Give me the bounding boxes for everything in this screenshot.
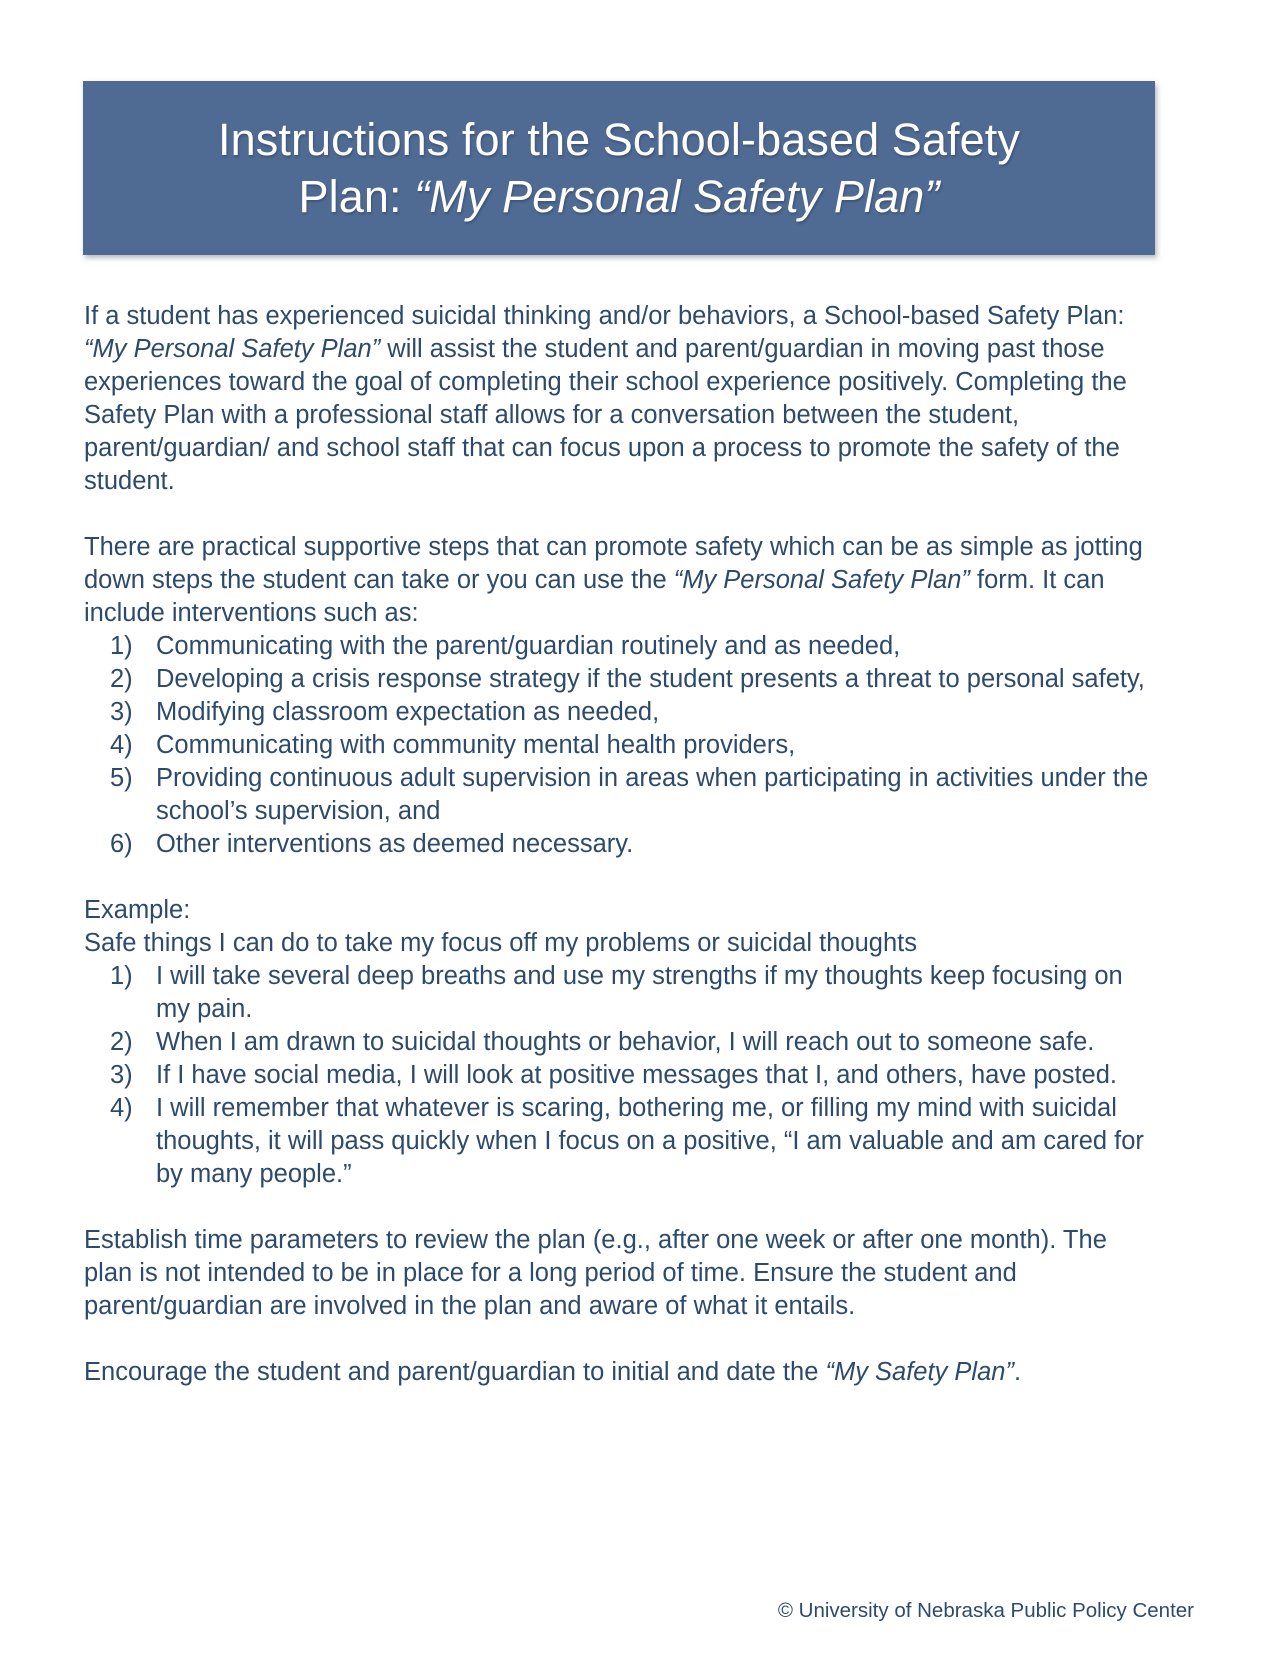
list-item-text: I will remember that whatever is scaring, bothering me, or filling my mind with suicidal thoughts, it will pass quickly when I focus on a positive, “I am valuable and am cared for by many people.” bbox=[156, 1094, 1144, 1188]
paragraph-supportive-part1: There are practical supportive steps that can promote safety which can be as simple as jotting down steps the student can take or you can use the bbox=[84, 533, 1143, 594]
list-marker: 4) bbox=[110, 1094, 133, 1122]
list-item bbox=[84, 828, 1162, 861]
document-body bbox=[84, 300, 1162, 1389]
paragraph-intro-part3: will assist the student and parent/guardian in moving past those experiences toward the goal of completing their school experience positively. Completing the Safety Plan with a professional staff allows for a conversation between the student, parent/guardian/ and school staff that can focus upon a process to promote the safety of the student. bbox=[84, 335, 1127, 495]
list-item bbox=[84, 630, 1162, 663]
example-label: Example: bbox=[84, 896, 191, 924]
list-item-text: Providing continuous adult supervision in areas when participating in activities under the school’s supervision, and bbox=[156, 764, 1149, 825]
list-item-text: Other interventions as deemed necessary. bbox=[156, 830, 634, 858]
list-item-text: Developing a crisis response strategy if the student presents a threat to personal safety, bbox=[156, 665, 1145, 693]
list-item-text: If I have social media, I will look at positive messages that I, and others, have posted. bbox=[156, 1061, 1118, 1089]
list-marker: 1) bbox=[110, 632, 133, 660]
paragraph-encourage-part1: Encourage the student and parent/guardian to initial and date the bbox=[84, 1358, 826, 1386]
paragraph-intro bbox=[84, 300, 1162, 498]
paragraph-spacer-2 bbox=[84, 861, 1162, 894]
list-marker: 1) bbox=[110, 962, 133, 990]
copyright-notice: © University of Nebraska Public Policy Center bbox=[777, 1599, 1194, 1622]
page-footer bbox=[0, 1598, 1280, 1624]
paragraph-supportive-steps bbox=[84, 531, 1162, 630]
paragraph-encourage-italic: “My Safety Plan” bbox=[825, 1358, 1014, 1386]
title-line-2-quoted: “My Personal Safety Plan” bbox=[414, 171, 940, 222]
paragraph-time-parameters: Establish time parameters to review the plan (e.g., after one week or after one month). The plan is not intended to be in place for a long period of time. Ensure the student and parent/guardian are involved in the plan and aware of what it entails. bbox=[84, 1226, 1107, 1320]
paragraph-spacer-1 bbox=[84, 498, 1162, 531]
paragraph-spacer-3 bbox=[84, 1191, 1162, 1224]
list-item bbox=[84, 1059, 1162, 1092]
paragraph-spacer-4 bbox=[84, 1323, 1162, 1356]
list-item-text: Communicating with community mental health providers, bbox=[156, 731, 796, 759]
list-item bbox=[84, 1026, 1162, 1059]
paragraph-supportive-part3: form. It can include interventions such as: bbox=[84, 566, 1105, 627]
list-item-text: Communicating with the parent/guardian routinely and as needed, bbox=[156, 632, 901, 660]
list-item-text: When I am drawn to suicidal thoughts or behavior, I will reach out to someone safe. bbox=[156, 1028, 1095, 1056]
list-marker: 2) bbox=[110, 665, 133, 693]
example-list bbox=[84, 960, 1162, 1191]
list-item-text: I will take several deep breaths and use my strengths if my thoughts keep focusing on my pain. bbox=[156, 962, 1123, 1023]
list-marker: 2) bbox=[110, 1028, 133, 1056]
list-item bbox=[84, 1092, 1162, 1191]
list-item bbox=[84, 960, 1162, 1026]
list-marker: 6) bbox=[110, 830, 133, 858]
list-item bbox=[84, 762, 1162, 828]
list-marker: 4) bbox=[110, 731, 133, 759]
header-banner bbox=[83, 81, 1155, 255]
interventions-list bbox=[84, 630, 1162, 861]
list-marker: 3) bbox=[110, 698, 133, 726]
title-line-1: Instructions for the School-based Safety bbox=[218, 113, 1020, 165]
list-marker: 3) bbox=[110, 1061, 133, 1089]
list-item bbox=[84, 696, 1162, 729]
list-item-text: Modifying classroom expectation as needed, bbox=[156, 698, 660, 726]
paragraph-intro-part1: If a student has experienced suicidal thinking and/or behaviors, a School-based Safety Plan: bbox=[84, 302, 1125, 330]
paragraph-encourage bbox=[84, 1356, 1162, 1389]
list-item bbox=[84, 663, 1162, 696]
list-item bbox=[84, 729, 1162, 762]
paragraph-supportive-italic: “My Personal Safety Plan” bbox=[673, 566, 970, 594]
paragraph-encourage-part3: . bbox=[1013, 1358, 1022, 1386]
paragraph-intro-italic: “My Personal Safety Plan” bbox=[84, 335, 381, 363]
example-intro: Safe things I can do to take my focus off my problems or suicidal thoughts bbox=[84, 929, 917, 957]
title-line-2-prefix: Plan: bbox=[298, 171, 415, 222]
page-title bbox=[218, 111, 1020, 225]
list-marker: 5) bbox=[110, 764, 133, 792]
